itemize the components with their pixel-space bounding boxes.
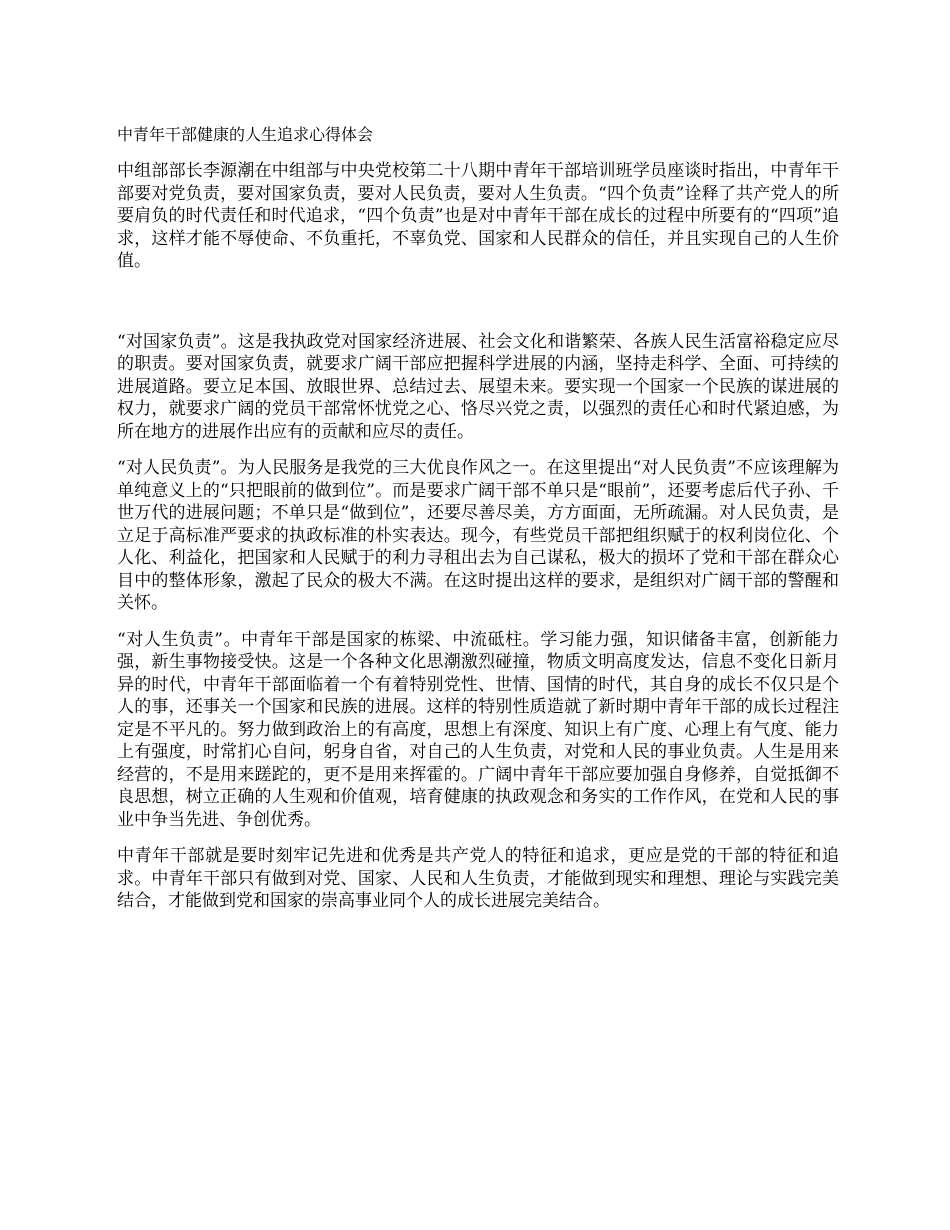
paragraph-people: “对人民负责”。为人民服务是我党的三大优良作风之一。在这里提出“对人民负责”不应该理解为单纯意义上的“只把眼前的做到位”。而是要求广阔干部不单只是“眼前”，还要考虑后代子孙、千世万代的进展问题；不单只是“做到位”，还要尽善尽美，方方面面，无所疏漏。对人民负责，是立足于高标准严要求的执政标准的朴实表达。现今，有些党员干部把组织赋于的权利岗位化、个人化、利益化，把国家和人民赋于的利力寻租出去为自己谋私，极大的损坏了党和干部在群众心目中的整体形象，激起了民众的极大不满。在这时提出这样的要求，是组织对广阔干部的警醒和关怀。 <box>117 458 839 613</box>
paragraph-spacer <box>117 287 839 331</box>
paragraph-intro: 中组部部长李源潮在中组部与中央党校第二十八期中青年干部培训班学员座谈时指出，中青年干部要对党负责，要对国家负责，要对人民负责，要对人生负责。“四个负责”诠释了共产党人的所要肩负的时代责任和时代追求，“四个负责”也是对中青年干部在成长的过程中所要有的“四项”追求，这样才能不辱使命、不负重托，不辜负党、国家和人民群众的信任，并且实现自己的人生价值。 <box>117 161 839 271</box>
paragraph-conclusion: 中青年干部就是要时刻牢记先进和优秀是共产党人的特征和追求，更应是党的干部的特征和追求。中青年干部只有做到对党、国家、人民和人生负责，才能做到现实和理想、理论与实践完美结合，才能做到党和国家的崇高事业同个人的成长进展完美结合。 <box>117 846 839 911</box>
document-title: 中青年干部健康的人生追求心得体会 <box>117 125 374 144</box>
document-page <box>117 124 839 927</box>
paragraph-life: “对人生负责”。中青年干部是国家的栋梁、中流砥柱。学习能力强，知识储备丰富，创新能力强，新生事物接受快。这是一个各种文化思潮激烈碰撞，物质文明高度发达，信息不变化日新月异的时代，中青年干部面临着一个有着特别党性、世情、国情的时代，其自身的成长不仅只是个人的事，还事关一个国家和民族的进展。这样的特别性质造就了新时期中青年干部的成长过程注定是不平凡的。努力做到政治上的有高度，思想上有深度、知识上有广度、心理上有气度、能力上有强度，时常扪心自问，躬身自省，对自己的人生负责，对党和人民的事业负责。人生是用来经营的，不是用来蹉跎的，更不是用来挥霍的。广阔中青年干部应要加强自身修养，自觉抵御不良思想，树立正确的人生观和价值观，培育健康的执政观念和务实的工作作风，在党和人民的事业中争当先进、争创优秀。 <box>117 629 839 830</box>
paragraph-country: “对国家负责”。这是我执政党对国家经济进展、社会文化和谐繁荣、各族人民生活富裕稳定应尽的职责。要对国家负责，就要求广阔干部应把握科学进展的内涵，坚持走科学、全面、可持续的进展道路。要立足本国、放眼世界、总结过去、展望未来。要实现一个国家一个民族的谋进展的权力，就要求广阔的党员干部常怀忧党之心、恪尽兴党之责，以强烈的责任心和时代紧迫感，为所在地方的进展作出应有的贡献和应尽的责任。 <box>117 331 839 442</box>
